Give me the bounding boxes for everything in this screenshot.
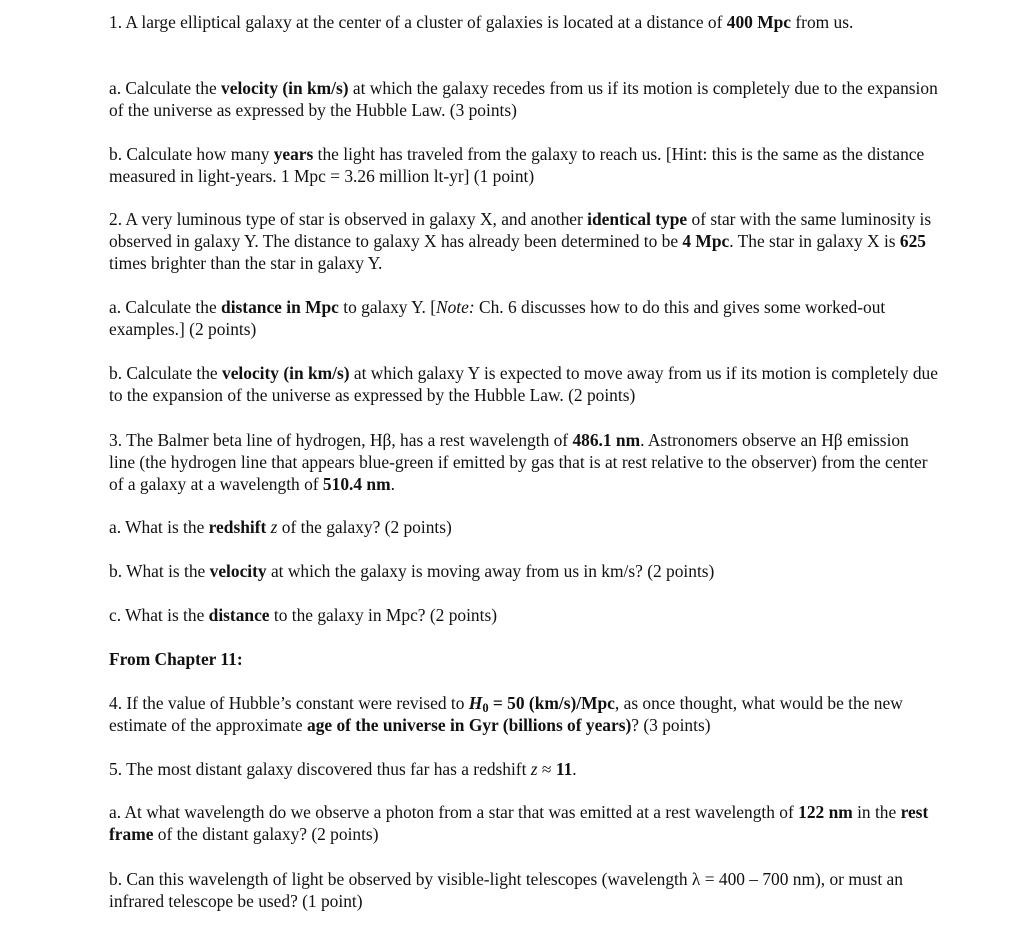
question-3: 3. The Balmer beta line of hydrogen, Hβ, has a rest wavelength of 486.1 nm. Astronomers observe an Hβ emission line (the hydrogen line that appears blue-green if emitted by gas that is at rest relative to the observer) from the center of a galaxy at a wavelength of 510.4 nm. (109, 430, 928, 494)
question-5: 5. The most distant galaxy discovered thus far has a redshift z ≈ 11. (109, 759, 577, 779)
question-2: 2. A very luminous type of star is observed in galaxy X, and another identical type of star with the same luminosity is observed in galaxy Y. The distance to galaxy X has already been determined to be 4 Mpc. The star in galaxy X is 625 times brighter than the star in galaxy Y. (109, 209, 932, 273)
question-1: 1. A large elliptical galaxy at the center of a cluster of galaxies is located at a distance of 400 Mpc from us. (109, 12, 854, 32)
question-1a: a. Calculate the velocity (in km/s) at which the galaxy recedes from us if its motion is completely due to the expansion of the universe as expressed by the Hubble Law. (3 points) (109, 78, 938, 120)
question-4: 4. If the value of Hubble’s constant were revised to $H_0 = 50$ (km/s)/Mpc, as once thought, what would be the new estimate of the approximate age of the universe in Gyr (billions of years)? (3 points) (109, 693, 903, 735)
question-1b: b. Calculate how many years the light has traveled from the galaxy to reach us. [Hint: this is the same as the distance measured in light-years. 1 Mpc = 3.26 million lt-yr] (1 point) (109, 144, 925, 186)
question-3a: a. What is the redshift z of the galaxy? (2 points) (109, 517, 452, 537)
chapter-heading: From Chapter 11: (109, 649, 243, 669)
question-3c: c. What is the distance to the galaxy in Mpc? (2 points) (109, 605, 498, 625)
question-5a: a. At what wavelength do we observe a photon from a star that was emitted at a rest wavelength of 122 nm in the rest frame of the distant galaxy? (2 points) (109, 802, 929, 844)
question-5b: b. Can this wavelength of light be observed by visible-light telescopes (wavelength λ = 400 – 700 nm), or must an infrared telescope be used? (1 point) (109, 869, 903, 911)
question-3b: b. What is the velocity at which the galaxy is moving away from us in km/s? (2 points) (109, 561, 715, 581)
question-2b: b. Calculate the velocity (in km/s) at which galaxy Y is expected to move away from us if its motion is completely due to the expansion of the universe as expressed by the Hubble Law. (2 points) (109, 363, 938, 405)
question-2a: a. Calculate the distance in Mpc to galaxy Y. [Note: Ch. 6 discusses how to do this and gives some worked-out examples.] (2 points) (109, 297, 886, 339)
